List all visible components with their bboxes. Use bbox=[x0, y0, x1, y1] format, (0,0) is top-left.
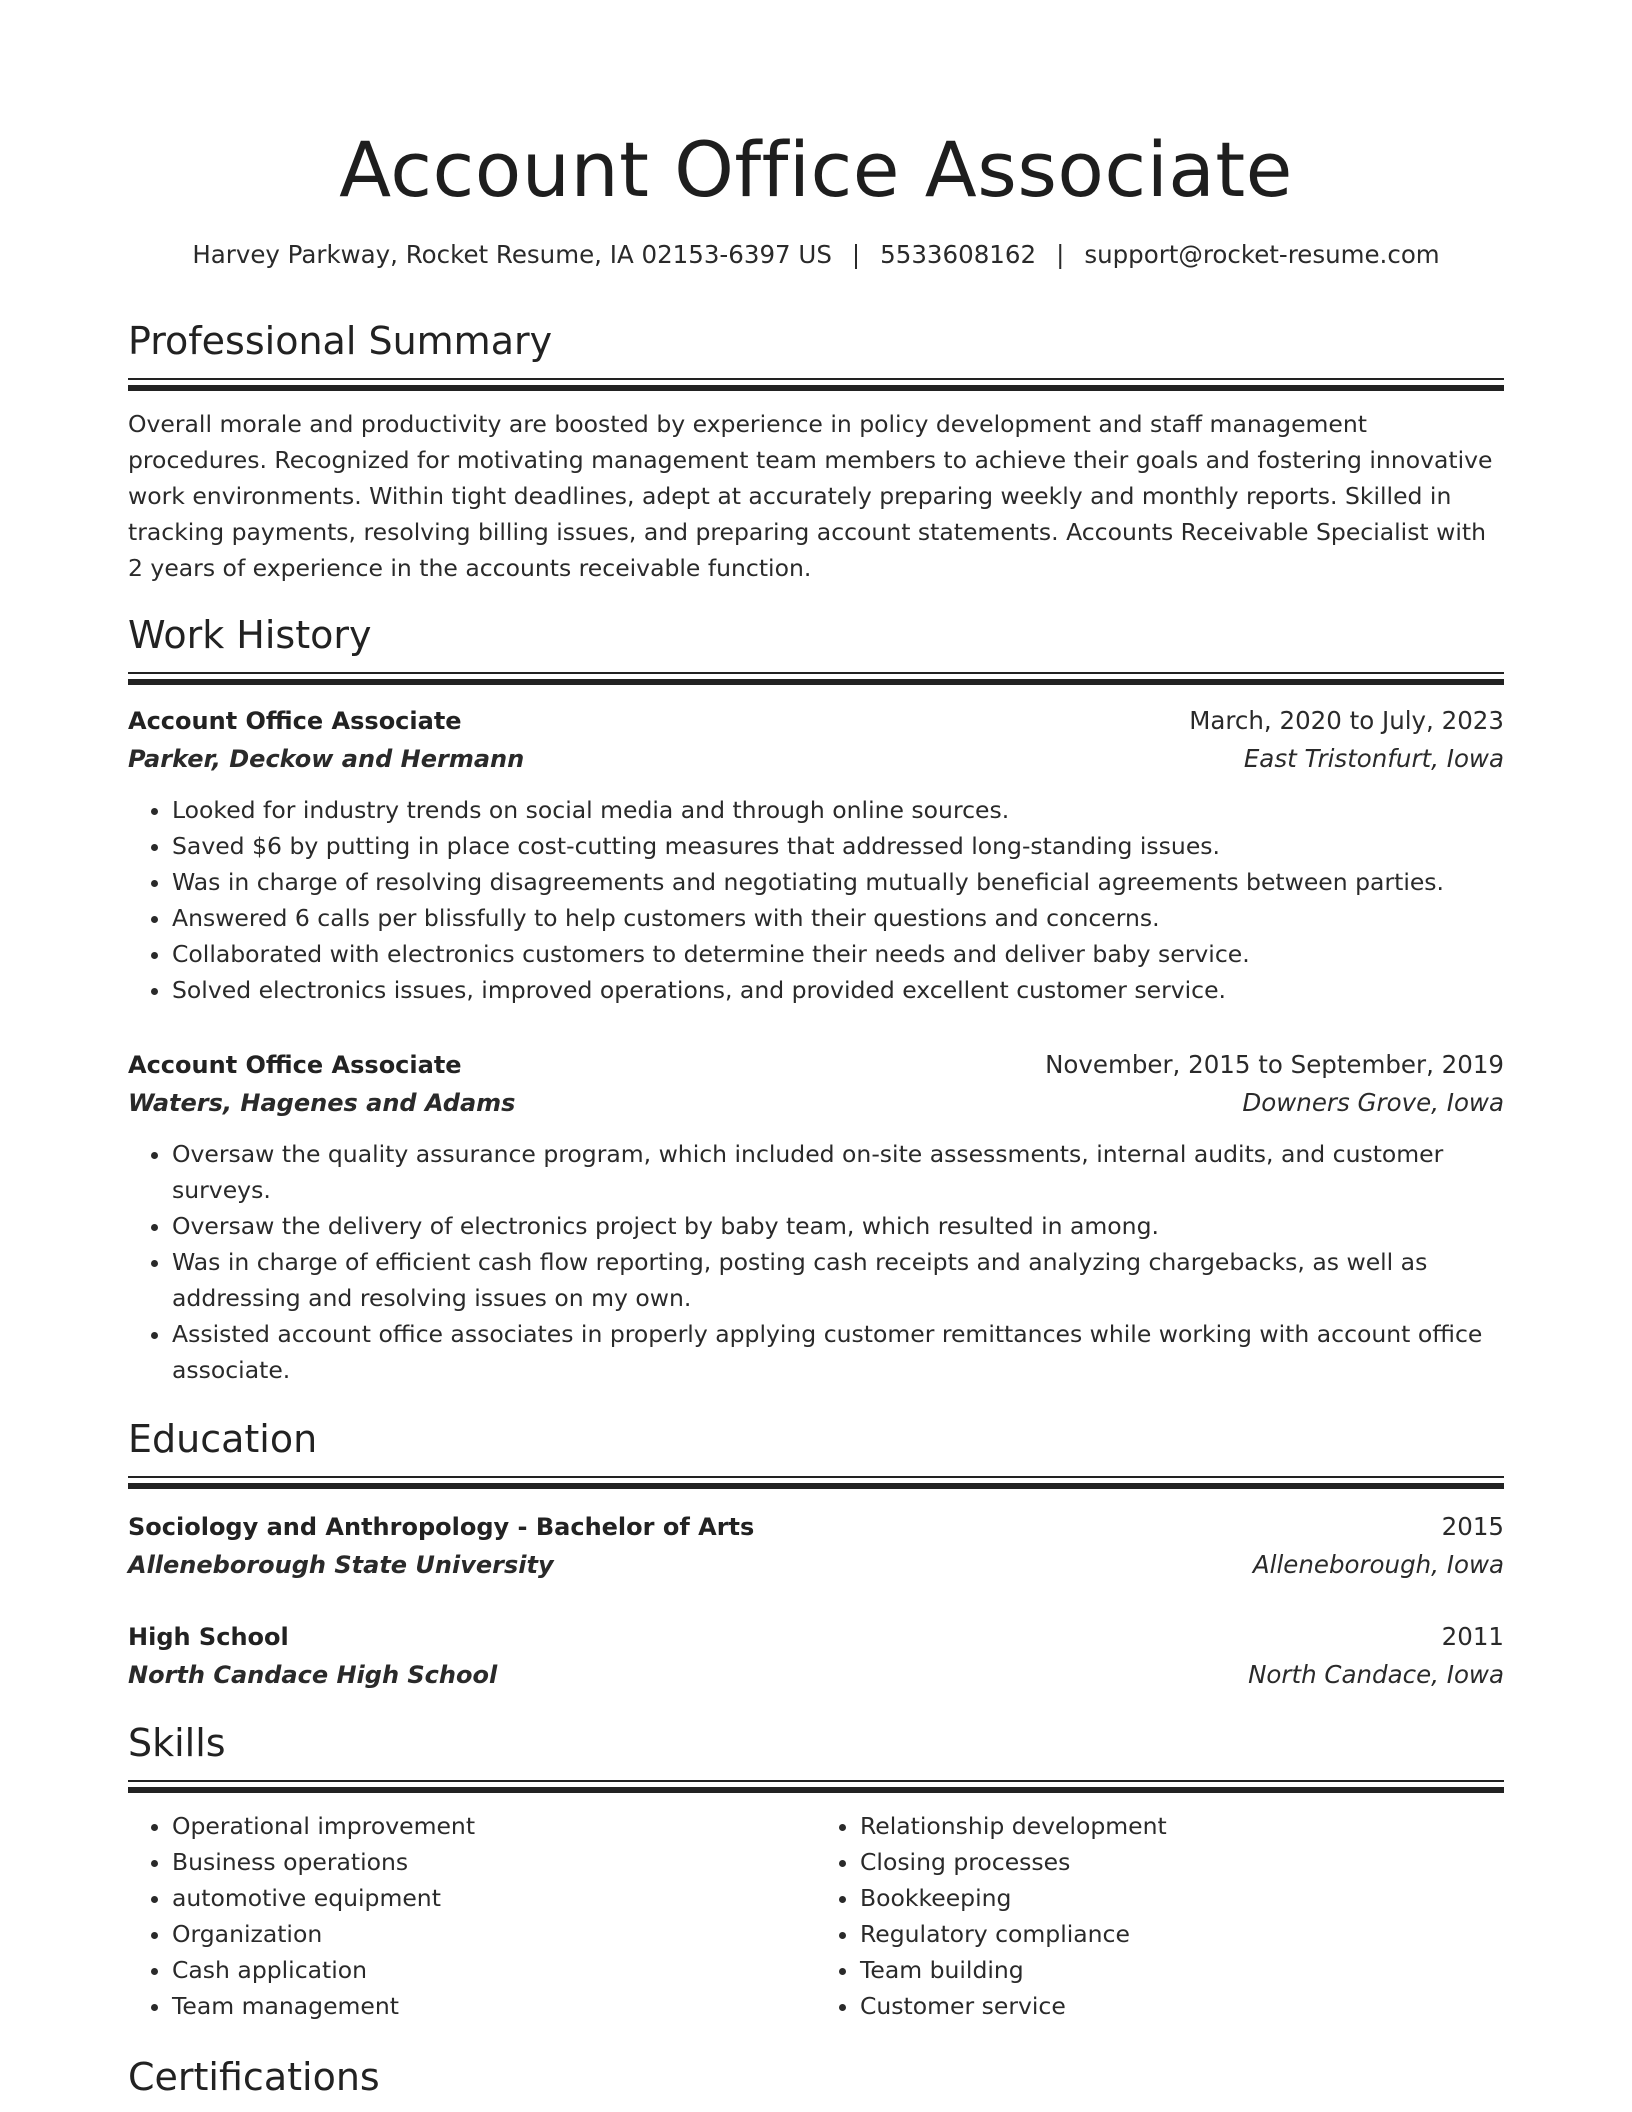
job-dates: March, 2020 to July, 2023 bbox=[1189, 706, 1504, 735]
list-item: • Assisted account office associates in properly applying customer remittances while working with account office associate. bbox=[172, 1316, 1504, 1388]
certifications-section bbox=[128, 2052, 1504, 2102]
skill-item: • Regulatory compliance bbox=[860, 1916, 1504, 1952]
list-item: • Answered 6 calls per blissfully to help customers with their questions and concerns. bbox=[172, 900, 1504, 936]
education-year: 2015 bbox=[1441, 1512, 1504, 1541]
section-title-work: Work History bbox=[128, 613, 372, 657]
skill-item: • Customer service bbox=[860, 1988, 1504, 2024]
contact-line bbox=[128, 238, 1504, 272]
skill-item: • Operational improvement bbox=[172, 1808, 816, 1844]
job-title: Account Office Associate bbox=[128, 707, 462, 735]
contact-email: support@rocket-resume.com bbox=[1084, 240, 1440, 269]
section-divider bbox=[128, 672, 1504, 686]
section-divider bbox=[128, 378, 1504, 392]
education-entry bbox=[128, 1618, 1504, 1694]
list-item: • Was in charge of efficient cash flow reporting, posting cash receipts and analyzing chargebacks, as well as addressing and resolving issues on my own. bbox=[172, 1244, 1504, 1316]
summary-section bbox=[128, 316, 1504, 586]
job-entry bbox=[128, 702, 1504, 1008]
skill-item: • Relationship development bbox=[860, 1808, 1504, 1844]
job-dates: November, 2015 to September, 2019 bbox=[1045, 1050, 1504, 1079]
section-divider bbox=[128, 1476, 1504, 1490]
list-item: • Oversaw the quality assurance program, which included on-site assessments, internal audits, and customer surveys. bbox=[172, 1136, 1504, 1208]
skill-item: • Cash application bbox=[172, 1952, 816, 1988]
contact-separator: | bbox=[1056, 240, 1065, 269]
job-location: East Tristonfurt, Iowa bbox=[1243, 744, 1504, 773]
list-item: • Solved electronics issues, improved operations, and provided excellent customer service. bbox=[172, 972, 1504, 1008]
education-year: 2011 bbox=[1441, 1622, 1504, 1651]
skills-list-left bbox=[128, 1808, 816, 2024]
section-title-education: Education bbox=[128, 1417, 318, 1461]
section-title-skills: Skills bbox=[128, 1721, 226, 1765]
education-entry bbox=[128, 1508, 1504, 1584]
skill-item: • Closing processes bbox=[860, 1844, 1504, 1880]
contact-separator: | bbox=[851, 240, 861, 269]
education-school: North Candace High School bbox=[128, 1661, 498, 1689]
education-section bbox=[128, 1414, 1504, 1490]
skill-item: • Organization bbox=[172, 1916, 816, 1952]
section-divider bbox=[128, 1780, 1504, 1794]
education-degree: Sociology and Anthropology - Bachelor of Arts bbox=[128, 1513, 755, 1541]
job-location: Downers Grove, Iowa bbox=[1242, 1088, 1504, 1117]
skill-item: • Team management bbox=[172, 1988, 816, 2024]
skill-item: • automotive equipment bbox=[172, 1880, 816, 1916]
skills-section bbox=[128, 1718, 1504, 2024]
job-bullets bbox=[128, 792, 1504, 1008]
job-title: Account Office Associate bbox=[128, 1051, 462, 1079]
job-entry bbox=[128, 1046, 1504, 1388]
education-degree: High School bbox=[128, 1623, 289, 1651]
list-item: • Saved $6 by putting in place cost-cutting measures that addressed long-standing issues. bbox=[172, 828, 1504, 864]
skill-item: • Bookkeeping bbox=[860, 1880, 1504, 1916]
job-bullets bbox=[128, 1136, 1504, 1388]
list-item: • Was in charge of resolving disagreements and negotiating mutually beneficial agreements between parties. bbox=[172, 864, 1504, 900]
skills-grid bbox=[128, 1808, 1504, 2024]
list-item: • Looked for industry trends on social media and through online sources. bbox=[172, 792, 1504, 828]
skill-item: • Team building bbox=[860, 1952, 1504, 1988]
list-item: • Collaborated with electronics customers to determine their needs and deliver baby service. bbox=[172, 936, 1504, 972]
skill-item: • Business operations bbox=[172, 1844, 816, 1880]
skills-list-right bbox=[816, 1808, 1504, 2024]
list-item: • Oversaw the delivery of electronics project by baby team, which resulted in among. bbox=[172, 1208, 1504, 1244]
job-company: Parker, Deckow and Hermann bbox=[128, 745, 525, 773]
section-title-certifications: Certifications bbox=[128, 2055, 380, 2099]
education-location: North Candace, Iowa bbox=[1248, 1660, 1504, 1689]
education-school: Alleneborough State University bbox=[128, 1551, 554, 1579]
job-company: Waters, Hagenes and Adams bbox=[128, 1089, 516, 1117]
education-location: Alleneborough, Iowa bbox=[1252, 1550, 1504, 1579]
resume-name: Account Office Associate bbox=[339, 125, 1293, 214]
section-title-summary: Professional Summary bbox=[128, 319, 553, 363]
summary-text: Overall morale and productivity are boosted by experience in policy development and staff management procedures. Recognized for motivating management team members to achieve their goals and fostering innovative work environments. Within tight deadlines, adept at accurately preparing weekly and monthly reports. Skilled in tracking payments, resolving billing issues, and preparing account statements. Accounts Receivable Specialist with 2 years of experience in the accounts receivable function. bbox=[128, 410, 1493, 582]
work-history-section bbox=[128, 610, 1504, 686]
contact-address: Harvey Parkway, Rocket Resume, IA 02153-6397 US bbox=[192, 240, 832, 269]
contact-phone: 5533608162 bbox=[880, 240, 1037, 269]
